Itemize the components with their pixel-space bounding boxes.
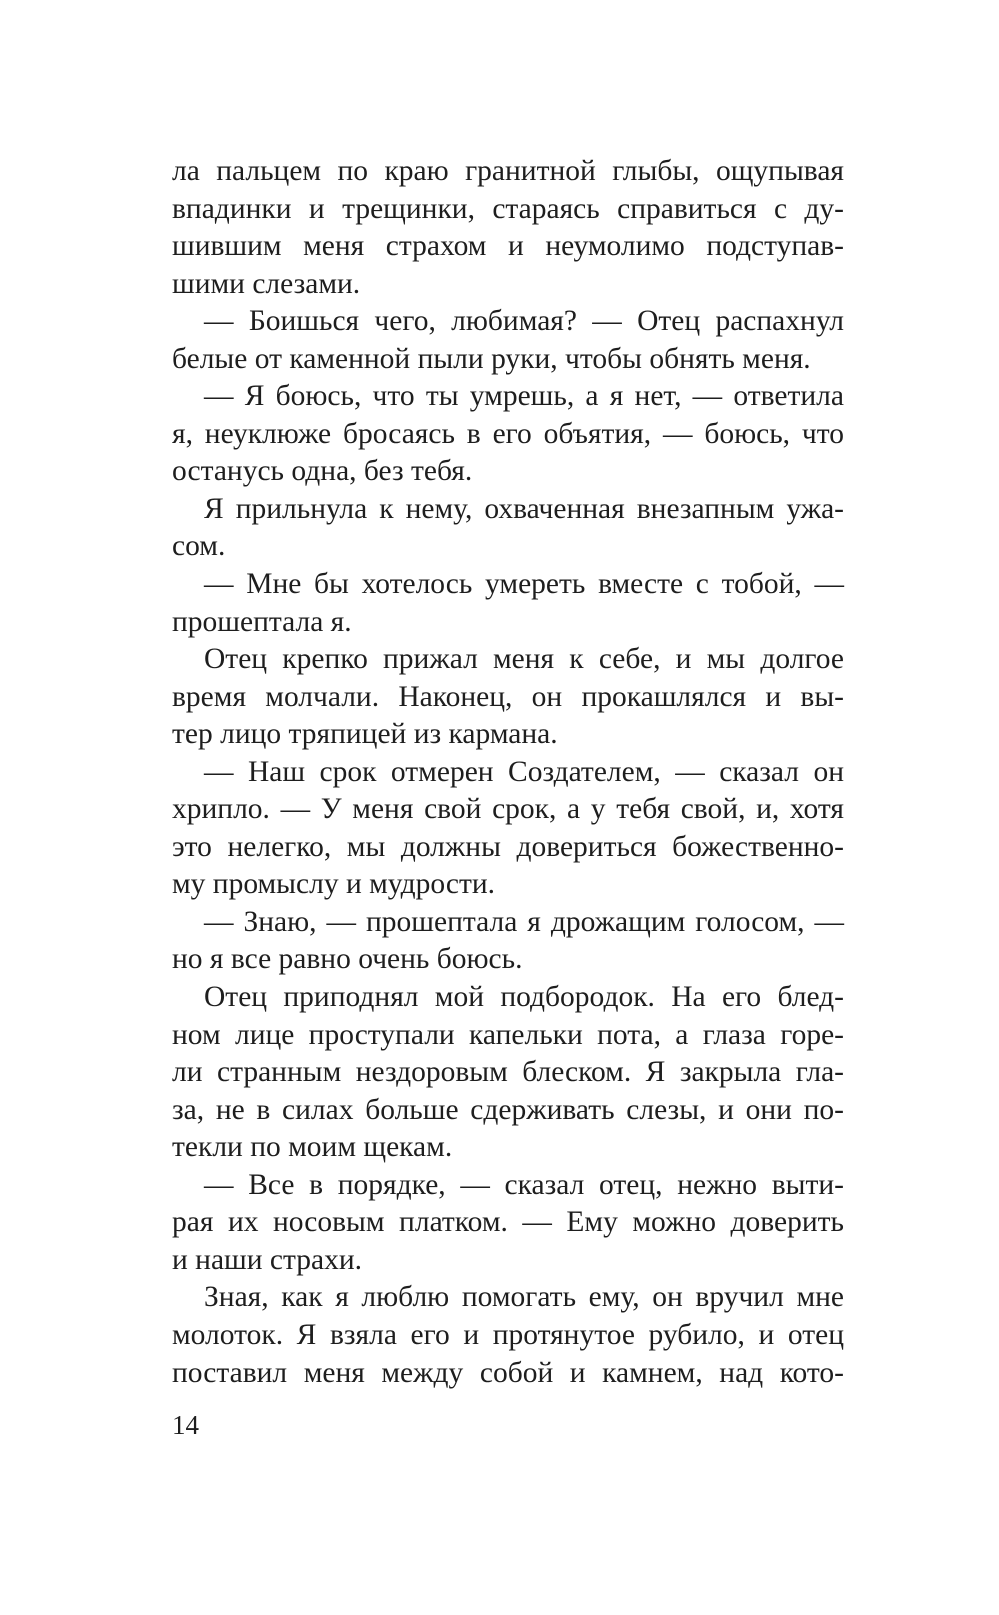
text-line: поставил меня между собой и камнем, над кото- [172, 1356, 844, 1389]
text-line: ном лице проступали капельки пота, а глаза горе- [172, 1018, 844, 1051]
body-text [172, 153, 844, 1392]
text-line: — Знаю, — прошептала я дрожащим голосом, — [204, 905, 844, 938]
text-line: — Я боюсь, что ты умрешь, а я нет, — ответила [204, 380, 844, 413]
text-line: за, не в силах больше сдерживать слезы, и они по- [172, 1093, 844, 1126]
text-line: шившим меня страхом и неумолимо подступав- [172, 230, 844, 263]
text-line: текли по моим щекам. [172, 1131, 453, 1164]
text-line: хрипло. — У меня свой срок, а у тебя свой, и, хотя [172, 793, 844, 826]
text-line: — Мне бы хотелось умереть вместе с тобой, — [204, 568, 844, 601]
text-line: молоток. Я взяла его и протянутое рубило, и отец [172, 1318, 844, 1351]
text-line: прошептала я. [172, 605, 352, 638]
text-line: — Боишься чего, любимая? — Отец распахнул [204, 305, 844, 338]
text-line: время молчали. Наконец, он прокашлялся и вы- [172, 680, 844, 713]
text-line: шими слезами. [172, 267, 361, 300]
text-line: Отец приподнял мой подбородок. На его блед- [204, 981, 844, 1014]
text-line: Отец крепко прижал меня к себе, и мы долгое [204, 643, 844, 676]
text-line: Зная, как я люблю помогать ему, он вручил мне [204, 1281, 844, 1314]
text-line: рая их носовым платком. — Ему можно доверить [172, 1206, 844, 1239]
text-line: му промыслу и мудрости. [172, 868, 496, 901]
text-line: это нелегко, мы должны довериться божественно- [172, 830, 844, 863]
text-line: Я прильнула к нему, охваченная внезапным ужа- [204, 492, 844, 525]
text-line: впадинки и трещинки, стараясь справиться с ду- [172, 192, 844, 225]
text-line: — Наш срок отмерен Создателем, — сказал он [204, 755, 844, 788]
text-line: белые от каменной пыли руки, чтобы обнять меня. [172, 342, 811, 375]
text-line: я, неуклюже бросаясь в его объятия, — боюсь, что [172, 417, 844, 450]
text-line: ла пальцем по краю гранитной глыбы, ощупывая [172, 155, 844, 187]
text-line: тер лицо тряпицей из кармана. [172, 718, 558, 751]
page-number: 14 [172, 1410, 199, 1440]
text-line: ли странным нездоровым блеском. Я закрыла гла- [172, 1056, 844, 1089]
text-line: — Все в порядке, — сказал отец, нежно выти- [204, 1168, 844, 1201]
text-line: останусь одна, без тебя. [172, 455, 473, 488]
text-line: сом. [172, 530, 226, 563]
text-line: но я все равно очень боюсь. [172, 943, 523, 976]
text-line: и наши страхи. [172, 1243, 363, 1276]
